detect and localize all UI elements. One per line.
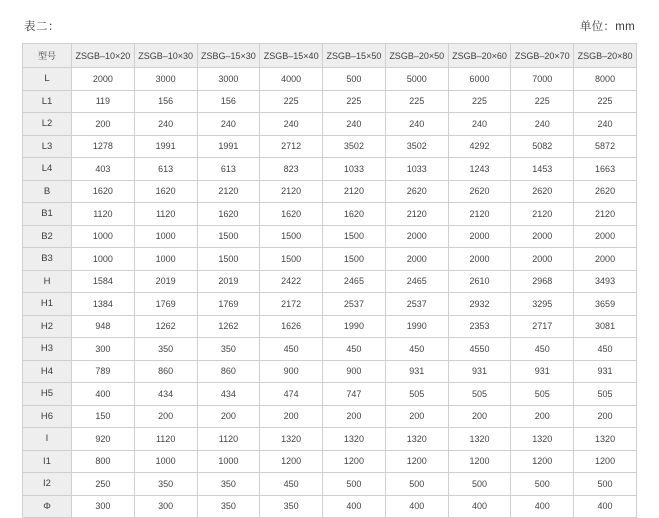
table-cell: 2610 [448,270,511,293]
table-row [23,203,637,226]
table-cell: 2422 [260,270,323,293]
row-label: B2 [23,225,72,248]
table-cell: 747 [323,383,386,406]
table-cell: 1626 [260,315,323,338]
table-cell: 2019 [197,270,260,293]
table-cell: 2172 [260,293,323,316]
column-header: ZSBG–15×30 [197,44,260,68]
table-cell: 150 [72,405,135,428]
table-body [23,68,637,518]
table-cell: 200 [323,405,386,428]
table-cell: 450 [574,338,637,361]
table-caption-label: 表二： [24,21,60,33]
table-cell: 200 [260,405,323,428]
column-header: ZSGB–10×20 [72,44,135,68]
table-cell: 3502 [323,135,386,158]
table-cell: 1769 [197,293,260,316]
table-cell: 350 [134,473,197,496]
table-cell: 1000 [134,225,197,248]
row-label: L2 [23,113,72,136]
row-label: H6 [23,405,72,428]
table-cell: 900 [260,360,323,383]
table-cell: 1200 [574,450,637,473]
table-row [23,405,637,428]
row-label: H [23,270,72,293]
table-cell: 400 [323,495,386,518]
table-cell: 900 [323,360,386,383]
row-label: L4 [23,158,72,181]
table-cell: 400 [385,495,448,518]
column-header: ZSGB–20×70 [511,44,574,68]
table-cell: 2712 [260,135,323,158]
row-label: I [23,428,72,451]
table-cell: 1500 [260,248,323,271]
table-cell: 789 [72,360,135,383]
table-cell: 505 [385,383,448,406]
table-cell: 1990 [323,315,386,338]
column-header: ZSGB–20×80 [574,44,637,68]
unit-label: 单位：mm [579,21,635,33]
table-cell: 500 [574,473,637,496]
table-cell: 931 [574,360,637,383]
table-cell: 200 [574,405,637,428]
table-cell: 450 [260,338,323,361]
table-cell: 2120 [197,180,260,203]
specification-table [22,43,637,518]
table-row [23,360,637,383]
table-cell: 500 [511,473,574,496]
table-row [23,158,637,181]
table-cell: 2620 [574,180,637,203]
table-row [23,248,637,271]
table-cell: 2120 [385,203,448,226]
table-cell: 3295 [511,293,574,316]
table-cell: 240 [323,113,386,136]
table-cell: 5082 [511,135,574,158]
table-cell: 1033 [323,158,386,181]
table-corner-header: 型号 [23,44,72,68]
table-cell: 1033 [385,158,448,181]
table-cell: 1320 [323,428,386,451]
table-cell: 1000 [72,225,135,248]
table-cell: 2120 [574,203,637,226]
table-cell: 2000 [448,248,511,271]
table-cell: 1620 [260,203,323,226]
table-cell: 2000 [448,225,511,248]
table-cell: 474 [260,383,323,406]
table-cell: 350 [134,338,197,361]
table-cell: 1991 [134,135,197,158]
table-cell: 3493 [574,270,637,293]
table-cell: 300 [134,495,197,518]
table-row [23,135,637,158]
row-label: I2 [23,473,72,496]
table-cell: 500 [323,473,386,496]
row-label: L3 [23,135,72,158]
table-cell: 1584 [72,270,135,293]
table-cell: 225 [323,90,386,113]
table-cell: 2000 [511,248,574,271]
column-header: ZSGB–20×50 [385,44,448,68]
table-cell: 2000 [574,225,637,248]
table-cell: 1991 [197,135,260,158]
table-cell: 240 [574,113,637,136]
table-cell: 613 [134,158,197,181]
table-cell: 350 [197,338,260,361]
table-cell: 1120 [134,203,197,226]
table-row [23,113,637,136]
table-cell: 350 [197,473,260,496]
table-cell: 1620 [134,180,197,203]
row-label: L1 [23,90,72,113]
table-cell: 931 [385,360,448,383]
table-cell: 505 [448,383,511,406]
table-cell: 3000 [197,68,260,91]
row-label: H1 [23,293,72,316]
table-cell: 1620 [72,180,135,203]
table-cell: 1620 [197,203,260,226]
table-cell: 1243 [448,158,511,181]
table-cell: 240 [134,113,197,136]
table-cell: 240 [260,113,323,136]
table-cell: 1200 [448,450,511,473]
table-row [23,473,637,496]
table-cell: 505 [511,383,574,406]
table-row [23,315,637,338]
table-cell: 2000 [574,248,637,271]
table-cell: 400 [574,495,637,518]
table-cell: 1000 [134,248,197,271]
row-label: B3 [23,248,72,271]
table-cell: 500 [323,68,386,91]
table-cell: 225 [448,90,511,113]
caption [22,18,637,34]
table-cell: 240 [448,113,511,136]
table-cell: 450 [385,338,448,361]
table-cell: 2000 [385,225,448,248]
table-cell: 931 [448,360,511,383]
table-cell: 823 [260,158,323,181]
table-cell: 225 [574,90,637,113]
table-cell: 1620 [323,203,386,226]
table-cell: 860 [197,360,260,383]
table-cell: 1320 [260,428,323,451]
table-cell: 3502 [385,135,448,158]
table-cell: 1663 [574,158,637,181]
table-row [23,428,637,451]
row-label: H2 [23,315,72,338]
table-cell: 1320 [511,428,574,451]
table-cell: 2465 [323,270,386,293]
table-cell: 7000 [511,68,574,91]
column-header: ZSGB–15×50 [323,44,386,68]
table-cell: 2120 [511,203,574,226]
table-cell: 1200 [511,450,574,473]
table-cell: 434 [134,383,197,406]
table-cell: 2019 [134,270,197,293]
table-cell: 1200 [260,450,323,473]
table-cell: 434 [197,383,260,406]
table-cell: 250 [72,473,135,496]
table-cell: 300 [72,338,135,361]
table-row [23,383,637,406]
table-cell: 240 [197,113,260,136]
table-cell: 1200 [385,450,448,473]
table-cell: 2620 [511,180,574,203]
table-cell: 2932 [448,293,511,316]
table-cell: 403 [72,158,135,181]
table-cell: 3659 [574,293,637,316]
table-cell: 1320 [385,428,448,451]
table-row [23,450,637,473]
row-label: H4 [23,360,72,383]
table-cell: 3081 [574,315,637,338]
table-cell: 1000 [72,248,135,271]
table-cell: 1500 [323,225,386,248]
table-cell: 8000 [574,68,637,91]
table-cell: 350 [260,495,323,518]
table-cell: 4000 [260,68,323,91]
table-row [23,225,637,248]
table-cell: 1262 [134,315,197,338]
table-cell: 505 [574,383,637,406]
table-row [23,180,637,203]
table-cell: 948 [72,315,135,338]
table-cell: 500 [385,473,448,496]
table-cell: 1320 [448,428,511,451]
table-cell: 1200 [323,450,386,473]
table-cell: 200 [134,405,197,428]
table-cell: 225 [385,90,448,113]
table-cell: 1453 [511,158,574,181]
table-cell: 2717 [511,315,574,338]
table-cell: 240 [511,113,574,136]
column-header: ZSGB–15×40 [260,44,323,68]
table-cell: 2620 [385,180,448,203]
row-label: Φ [23,495,72,518]
table-cell: 3000 [134,68,197,91]
table-cell: 2353 [448,315,511,338]
table-cell: 400 [511,495,574,518]
table-cell: 1262 [197,315,260,338]
table-cell: 1500 [197,225,260,248]
table-head [23,44,637,68]
row-label: B1 [23,203,72,226]
table-cell: 225 [511,90,574,113]
table-cell: 2000 [385,248,448,271]
row-label: H3 [23,338,72,361]
table-cell: 5000 [385,68,448,91]
table-cell: 1120 [72,203,135,226]
table-cell: 1500 [260,225,323,248]
table-cell: 2968 [511,270,574,293]
table-cell: 2120 [448,203,511,226]
table-cell: 200 [448,405,511,428]
row-label: I1 [23,450,72,473]
table-cell: 400 [448,495,511,518]
table-cell: 1990 [385,315,448,338]
table-cell: 2000 [511,225,574,248]
table-cell: 1384 [72,293,135,316]
table-header-row [23,44,637,68]
table-cell: 1000 [134,450,197,473]
table-cell: 400 [72,383,135,406]
table-row [23,338,637,361]
table-cell: 156 [197,90,260,113]
table-cell: 800 [72,450,135,473]
table-cell: 200 [197,405,260,428]
table-cell: 920 [72,428,135,451]
table-cell: 450 [260,473,323,496]
table-cell: 200 [72,113,135,136]
table-cell: 119 [72,90,135,113]
table-cell: 4550 [448,338,511,361]
row-label: H5 [23,383,72,406]
table-cell: 350 [197,495,260,518]
table-cell: 225 [260,90,323,113]
table-cell: 2000 [72,68,135,91]
table-cell: 1278 [72,135,135,158]
table-cell: 500 [448,473,511,496]
table-cell: 860 [134,360,197,383]
table-row [23,293,637,316]
table-cell: 1120 [134,428,197,451]
table-cell: 450 [511,338,574,361]
table-cell: 1120 [197,428,260,451]
table-cell: 1000 [197,450,260,473]
column-header: ZSGB–20×60 [448,44,511,68]
row-label: L [23,68,72,91]
table-cell: 6000 [448,68,511,91]
table-cell: 240 [385,113,448,136]
table-cell: 4292 [448,135,511,158]
table-cell: 200 [385,405,448,428]
table-cell: 300 [72,495,135,518]
table-row [23,495,637,518]
table-row [23,270,637,293]
table-cell: 156 [134,90,197,113]
table-cell: 450 [323,338,386,361]
table-cell: 1769 [134,293,197,316]
table-cell: 1500 [197,248,260,271]
table-row [23,90,637,113]
table-cell: 2537 [385,293,448,316]
table-cell: 931 [511,360,574,383]
table-cell: 200 [511,405,574,428]
table-cell: 2620 [448,180,511,203]
table-cell: 2120 [260,180,323,203]
table-cell: 1320 [574,428,637,451]
table-cell: 613 [197,158,260,181]
table-row [23,68,637,91]
table-cell: 2120 [323,180,386,203]
table-cell: 2465 [385,270,448,293]
row-label: B [23,180,72,203]
table-cell: 2537 [323,293,386,316]
table-cell: 5872 [574,135,637,158]
table-cell: 1500 [323,248,386,271]
column-header: ZSGB–10×30 [134,44,197,68]
